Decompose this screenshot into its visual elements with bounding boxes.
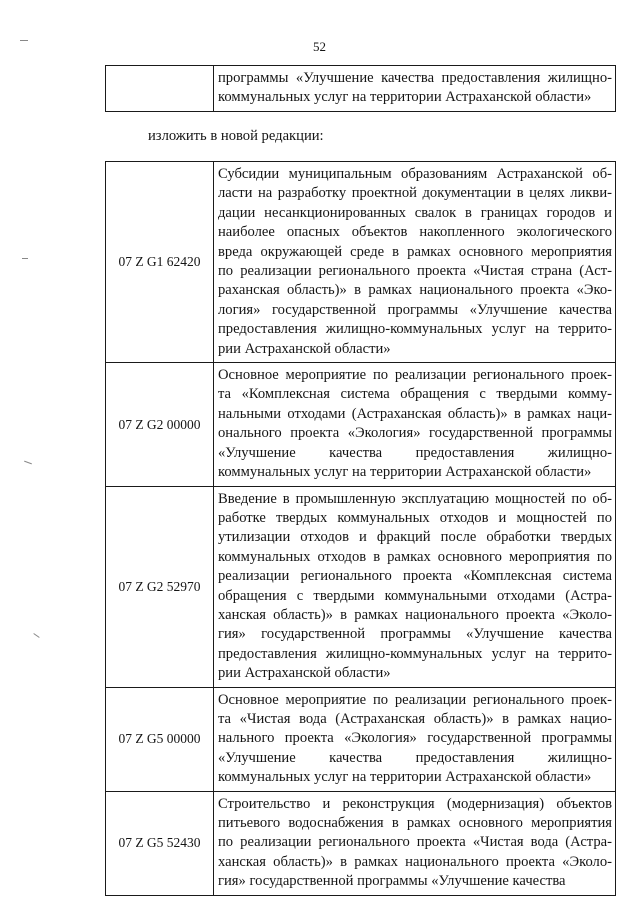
budget-code-cell: 07 Z G5 00000 (106, 687, 214, 791)
description-line: ласти на разработку проектной документации в целях ликви- (218, 185, 612, 202)
description-line: обращения с твердыми коммунальными отходами (Астра- (218, 587, 612, 604)
description-line: вреда окружающей среде в рамках основного мероприятия (218, 243, 612, 260)
budget-code-cell: 07 Z G2 52970 (106, 486, 214, 687)
description-line: питьевого водоснабжения в рамках основного мероприятия (218, 815, 612, 831)
scan-mark (24, 461, 32, 465)
description-line: нального проекта «Экология» государственной программы (218, 730, 612, 747)
description-line: реализации регионального проекта «Комплексная система (218, 568, 612, 585)
description-line: Введение в промышленную эксплуатацию мощностей по об- (218, 490, 612, 507)
description-cell (214, 791, 616, 895)
description-cell (214, 162, 616, 363)
description-line: по реализации регионального проекта «Чистая вода (Астра- (218, 834, 612, 851)
description-line: коммунальных услуг на территории Астраханской области» (218, 464, 592, 481)
budget-code-cell: 07 Z G5 52430 (106, 791, 214, 895)
description-line: утилизации отходов и фракций после обработки твердых (218, 529, 612, 546)
description-cell (214, 486, 616, 687)
budget-code-cell: 07 Z G2 00000 (106, 363, 214, 486)
description-line: гия» государственной программы «Улучшение качества (218, 626, 612, 643)
description-line: Субсидии муниципальным образованиям Астраханской об- (218, 166, 612, 182)
scan-mark (22, 258, 28, 259)
table-row (106, 162, 616, 363)
description-line: коммунальных услуг на территории Астраханской области» (218, 89, 592, 106)
description-line: логия» государственной программы «Улучшение качества (218, 301, 612, 318)
budget-code-cell (106, 66, 214, 112)
table-row (106, 363, 616, 486)
description-line: по реализации регионального проекта «Чистая страна (Аст- (218, 263, 612, 280)
table-row (106, 486, 616, 687)
description-line: гия» государственной программы «Улучшение качества (218, 873, 566, 890)
description-line: онального проекта «Экология» государственной программы (218, 425, 612, 442)
description-cell (214, 687, 616, 791)
budget-code-cell: 07 Z G1 62420 (106, 162, 214, 363)
description-line: та «Комплексная система обращения с твердыми комму- (218, 386, 612, 403)
description-line: Основное мероприятие по реализации регионального проек- (218, 691, 612, 708)
description-line: предоставления жилищно-коммунальных услуг на террито- (218, 645, 612, 662)
description-line: дации несанкционированных свалок в границах городов и (218, 204, 612, 221)
continued-table-row (105, 65, 616, 112)
description-line: та «Чистая вода (Астраханская область)» в рамках нацио- (218, 710, 612, 727)
description-line: раханская область)» в рамках национального проекта «Эко- (218, 282, 612, 299)
description-line: «Улучшение качества предоставления жилищно- (218, 444, 612, 461)
description-line: рии Астраханской области» (218, 665, 391, 682)
page-number: 52 (313, 39, 326, 54)
description-line: предоставления жилищно-коммунальных услуг на террито- (218, 321, 612, 338)
description-line: работке твердых коммунальных отходов и мощностей по (218, 509, 612, 526)
scan-mark (20, 40, 28, 41)
description-line: «Улучшение качества предоставления жилищно- (218, 749, 612, 766)
description-line: рии Астраханской области» (218, 340, 391, 357)
table-row (106, 687, 616, 791)
description-cell (214, 66, 616, 112)
description-cell (214, 363, 616, 486)
description-line: ханская область)» в рамках национального проекта «Эколо- (218, 853, 612, 870)
description-line: ханская область)» в рамках национального проекта «Эколо- (218, 606, 612, 623)
description-line: коммунальных отходов в рамках основного мероприятия по (218, 548, 612, 565)
description-line: наиболее опасных объектов накопленного экологического (218, 224, 612, 241)
description-line: Основное мероприятие по реализации регионального проек- (218, 367, 612, 384)
intro-text: изложить в новой редакции: (148, 128, 324, 144)
scan-mark (33, 633, 39, 638)
description-line: программы «Улучшение качества предоставления жилищно- (218, 70, 612, 86)
description-line: Строительство и реконструкция (модернизация) объектов (218, 795, 612, 812)
budget-classification-table (105, 161, 616, 896)
description-line: нальными отходами (Астраханская область)» в рамках наци- (218, 405, 612, 422)
description-line: коммунальных услуг на территории Астраханской области» (218, 769, 592, 786)
table-row (106, 791, 616, 895)
